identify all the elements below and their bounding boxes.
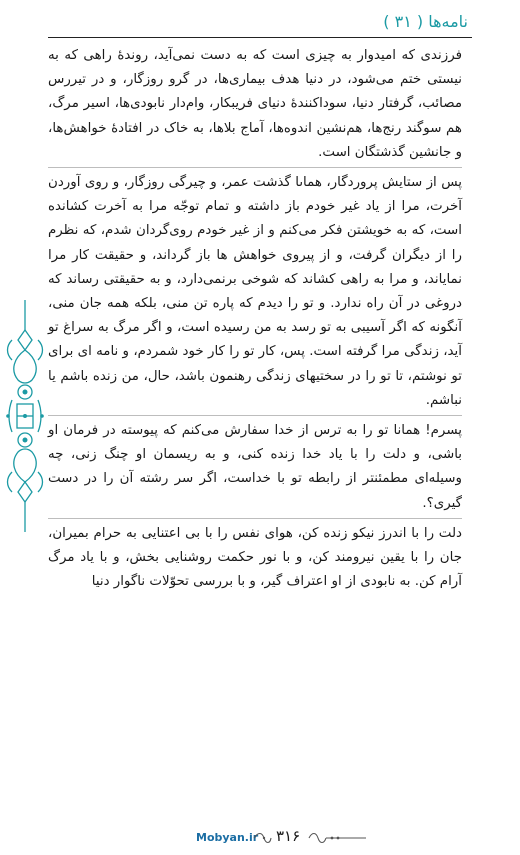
paragraph-1: فرزندی که امیدوار به چیزی است که به دست نمی‌آید، روندهٔ راهی که به نیستی ختم می‌شود، در دنیا هدف بیماری‌ها، در گرو روزگار، و در تیررس مصائب، گرفتار دنیا، سوداکنندهٔ دنیای فریبکار، وام‌دار نابودی‌ها، اسیر مرگ، هم سوگند رنج‌ها، هم‌نشین اندوه‌ها، آماج بلاها، به خاک در افتادهٔ خواهش‌ها، و جانشین گذشتگان است. xyxy=(48,44,462,168)
scroll-flourish-icon xyxy=(252,831,272,845)
page-header xyxy=(48,8,472,38)
paragraph-4: دلت را با اندرز نیکو زنده کن، هوای نفس را با بی اعتنایی به حرام بمیران، جان را با یقین نیرومند کن، و با نور حکمت روشنایی بخش، و با یاد مرگ آرام کن. به نابودی از او اعتراف گیر، و با بررسی تحوّلات ناگوار دنیا xyxy=(48,525,462,590)
paragraph-3: پسرم! همانا تو را به ترس از خدا سفارش می‌کنم که پیوسته در فرمان او باشی، و دلت را با یاد خدا زنده کنی، و به ریسمان او چنگ زنی، چه وسیله‌ای مطمئنتر از رابطه تو با خداست، اگر سر رشته آن را در دست گیری؟. xyxy=(48,419,462,519)
paragraph-2: پس از ستایش پروردگار، هماںا گذشت عمر، و چیرگی روزگار، و روی آوردن آخرت، مرا از یاد غیر خودم باز داشته و تمام توجّه مرا به آخرت کشانده است، که به خویشتن فکر می‌کنم و از غیر خودم روی‌گردان شدم، که نظرم را از دیگران گرفت، و از پیروی خواهش ها باز گرداند، و حقیقت کار مرا نمایاند، و مرا به راهی کشاند که شوخی برنمی‌دارد، و به حقیقتی رساند که دروغی در آن راه ندارد. و تو را دیدم که پاره تن منی، بلکه همه جان منی، آنگونه که اگر آسیبی به تو رسد به من رسیده است، و اگر مرگ به سراغ تو آید، زندگی مرا گرفته است. پس، کار تو را کار خود شمردم، و نامه ای برای تو نوشتم، تا تو را در سختیهای زندگی رهنمون باشد، حال، من زنده باشم یا نباشم. xyxy=(48,171,462,416)
scroll-flourish-icon xyxy=(308,831,368,845)
page-footer xyxy=(0,825,520,851)
page-body xyxy=(48,44,462,599)
arabesque-ornament-icon xyxy=(6,300,44,532)
site-brand: Mobyan.ir xyxy=(196,831,259,844)
chapter-title: نامه‌ها ( ۳۱ ) xyxy=(383,12,468,31)
page-number: ۳۱۶ xyxy=(276,827,301,845)
header-rule xyxy=(48,37,472,38)
